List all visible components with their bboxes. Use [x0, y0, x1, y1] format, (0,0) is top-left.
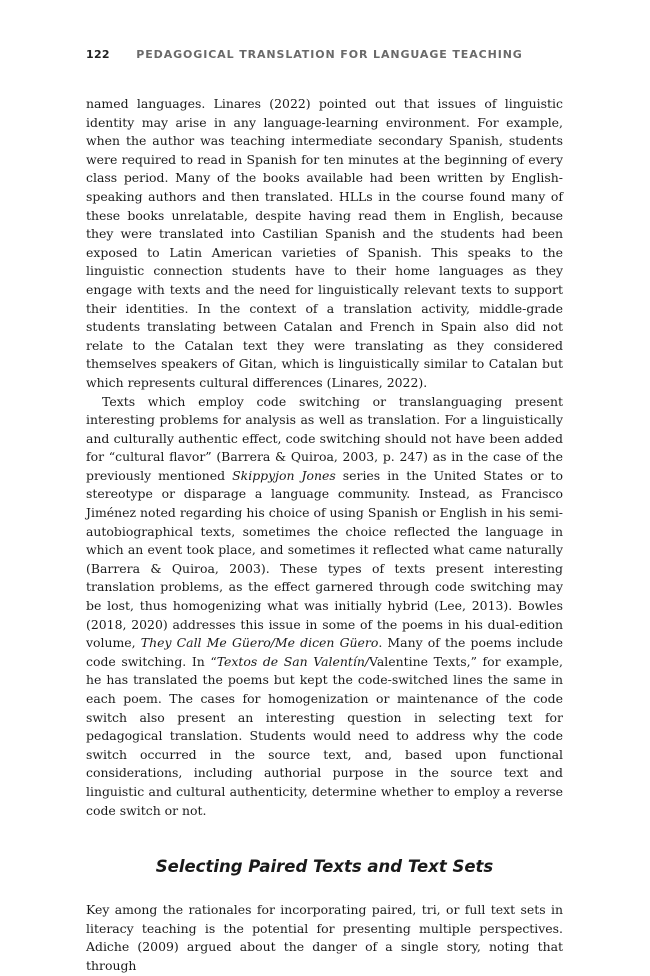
book-title-guero: They Call Me Güero/Me dicen Güero — [140, 635, 379, 651]
paragraph-2-part-d: Valentine Texts,” for example, he has translated the poems but kept the code-switched lines the same in each poem. The cases for homogenization or maintenance of the code switch also present an interesting question in selecting text for pedagogical translation. Students would need to address why the code switch occurred in the source text, and, based upon functional considerations, including authorial purpose in the source text and linguistic and cultural authenticity, determine whether to employ a reverse code switch or not. — [86, 653, 563, 818]
paragraph-1: named languages. Linares (2022) pointed out that issues of linguistic identity may arise in any language-learning environment. For example, when the author was teaching intermediate secondary Spanish, students were required to read in Spanish for ten minutes at the beginning of every class period. Many of the books available had been written by English-speaking authors and then translated. HLLs in the course found many of these books unrelatable, despite having read them in English, because they were translated into Castilian Spanish and the students had been exposed to Latin American varieties of Spanish. This speaks to the linguistic connection students have to their home languages as they engage with texts and the need for linguistically relevant texts to support their identities. In the context of a translation activity, middle-grade students translating between Catalan and French in Spain also did not relate to the Catalan text they were translating as they considered themselves speakers of Gitan, which is linguistically similar to Catalan but which represents cultural differences (Linares, 2022). — [86, 96, 563, 390]
running-title: PEDAGOGICAL TRANSLATION FOR LANGUAGE TEACHING — [136, 48, 523, 61]
book-title-skippyjon: Skippyjon Jones — [232, 467, 336, 483]
poem-title-textos: Textos de San Valentín/ — [216, 653, 370, 669]
paragraph-2-part-a: Texts which employ code switching or translanguaging present interesting problems for analysis as well as translation. For a linguistically and culturally authentic effect, code switching should not have been added for “cultural flavor” (Barrera & Quiroa, 2003, p. 247) as in the case of the previously mentioned — [86, 393, 563, 483]
paragraph-2 — [86, 393, 563, 821]
section-heading: Selecting Paired Texts and Text Sets — [155, 857, 494, 877]
body-text — [86, 95, 563, 976]
running-header — [86, 48, 566, 64]
paragraph-2-part-c: . Many of the poems include code switching. In “ — [86, 635, 563, 669]
paragraph-3: Key among the rationales for incorporating paired, tri, or full text sets in literacy teaching is the potential for presenting multiple perspectives. Adiche (2009) argued about the danger of a single story, noting that through — [86, 902, 563, 973]
page-number: 122 — [86, 48, 110, 61]
paragraph-2-part-b: series in the United States or to stereotype or disparage a language community. Instead, as Francisco Jiménez noted regarding his choice of using Spanish or English in his semi-autobiographical texts, sometimes the choice reflected the language in which an event took place, and sometimes it reflected what came naturally (Barrera & Quiroa, 2003). These types of texts present interesting translation problems, as the effect garnered through code switching may be lost, thus homogenizing what was initially hybrid (Lee, 2013). Bowles (2018, 2020) addresses this issue in some of the poems in his dual-edition volume, — [86, 467, 564, 651]
